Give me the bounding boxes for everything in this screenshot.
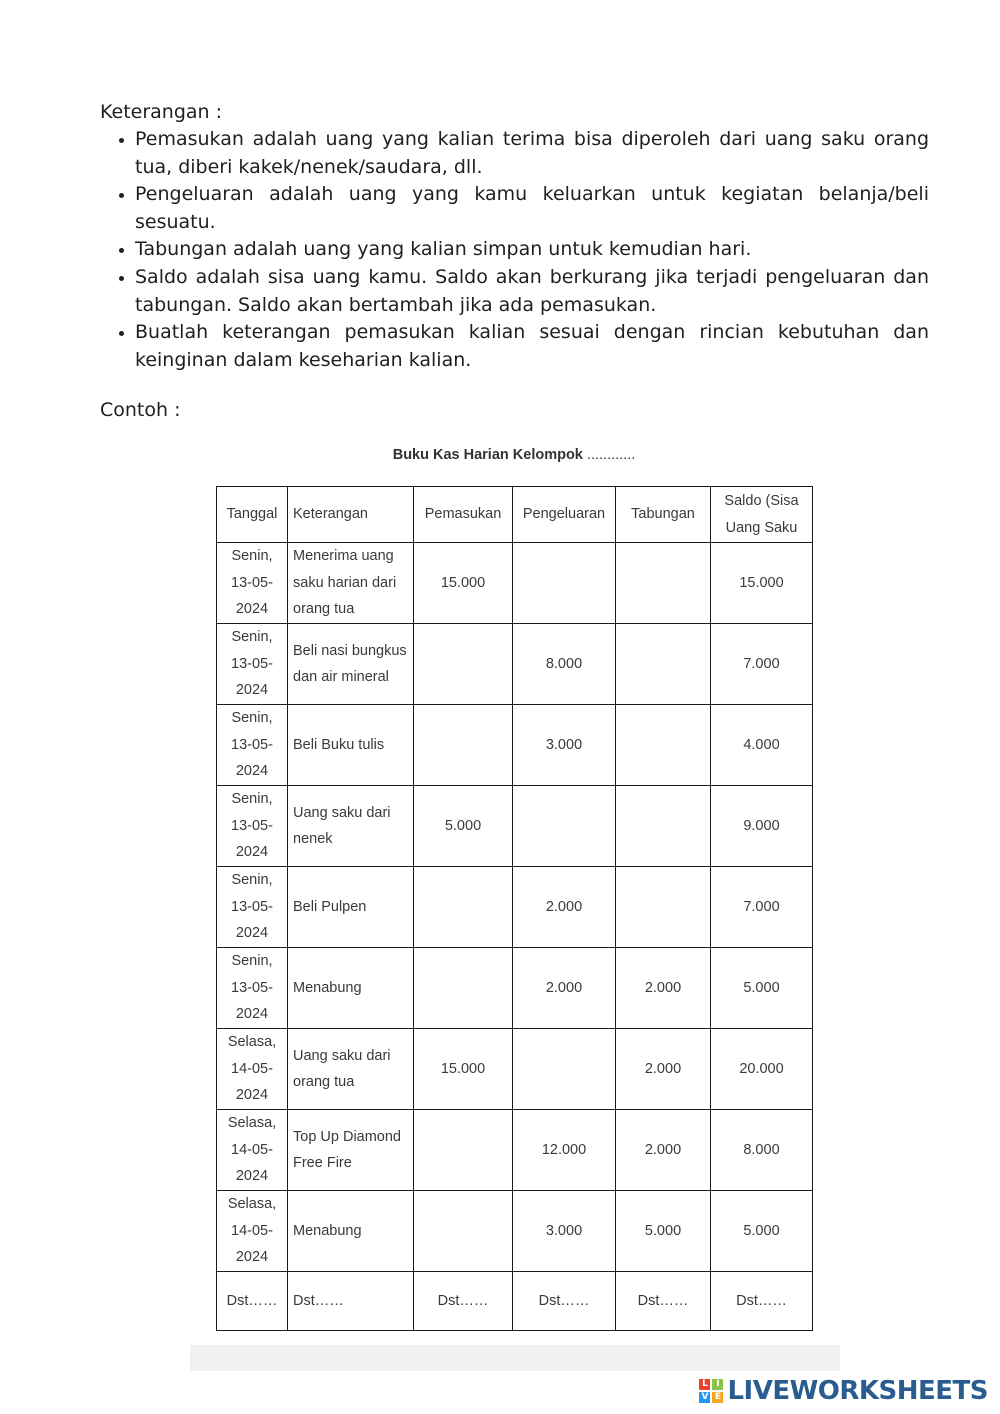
balance-cell: 15.000 xyxy=(711,543,813,624)
ledger-row xyxy=(217,705,813,786)
ledger-row xyxy=(217,948,813,1029)
ledger-title xyxy=(216,447,812,463)
income-cell xyxy=(414,705,513,786)
ledger-row xyxy=(217,1191,813,1272)
date-cell xyxy=(217,1029,288,1110)
example-heading: Contoh : xyxy=(100,399,181,421)
date-part: 13-05- xyxy=(231,574,273,591)
final-cell: Dst…… xyxy=(414,1272,513,1331)
notes-list xyxy=(100,126,929,374)
note-item: • Pengeluaran adalah uang yang kamu keluarkan untuk kegiatan belanja/beli sesuatu. xyxy=(135,181,929,236)
ledger-title-dots: ............ xyxy=(586,447,636,463)
date-cell xyxy=(217,543,288,624)
ledger-row xyxy=(217,1110,813,1191)
savings-cell xyxy=(616,624,711,705)
income-cell xyxy=(414,1191,513,1272)
header-keterangan: Keterangan xyxy=(288,487,414,543)
savings-cell xyxy=(616,705,711,786)
date-part: 14-05- xyxy=(231,1060,273,1077)
balance-cell: 5.000 xyxy=(711,1191,813,1272)
date-part: 2024 xyxy=(235,763,269,780)
date-part: 2024 xyxy=(235,682,269,699)
ledger-row xyxy=(217,867,813,948)
date-part: 13-05- xyxy=(231,736,273,753)
date-part: Selasa, xyxy=(227,1115,277,1132)
date-part: Senin, xyxy=(231,629,273,646)
date-cell xyxy=(217,624,288,705)
date-cell xyxy=(217,705,288,786)
expense-cell xyxy=(513,543,616,624)
income-cell xyxy=(414,867,513,948)
header-saldo: Saldo (Sisa Uang Saku xyxy=(711,487,813,543)
expense-cell xyxy=(513,1029,616,1110)
income-cell: 5.000 xyxy=(414,786,513,867)
liveworksheets-logo-icon xyxy=(699,1379,723,1403)
description-cell: Menabung xyxy=(288,1191,414,1272)
balance-cell: 8.000 xyxy=(711,1110,813,1191)
balance-cell: 20.000 xyxy=(711,1029,813,1110)
description-cell: Beli Pulpen xyxy=(288,867,414,948)
ledger-row xyxy=(217,1029,813,1110)
income-cell: 15.000 xyxy=(414,543,513,624)
ledger-table xyxy=(216,486,813,1331)
balance-cell: 5.000 xyxy=(711,948,813,1029)
date-part: 13-05- xyxy=(231,979,273,996)
date-part: 14-05- xyxy=(231,1222,273,1239)
ledger-final-row xyxy=(217,1272,813,1331)
final-cell: Dst…… xyxy=(711,1272,813,1331)
ledger-row xyxy=(217,786,813,867)
income-cell xyxy=(414,624,513,705)
balance-cell: 4.000 xyxy=(711,705,813,786)
header-tanggal: Tanggal xyxy=(217,487,288,543)
expense-cell: 3.000 xyxy=(513,1191,616,1272)
expense-cell: 12.000 xyxy=(513,1110,616,1191)
income-cell xyxy=(414,948,513,1029)
note-item: • Buatlah keterangan pemasukan kalian sesuai dengan rincian kebutuhan dan keinginan dalam keseharian kalian. xyxy=(135,319,929,374)
final-cell: Dst…… xyxy=(288,1272,414,1331)
final-cell: Dst…… xyxy=(217,1272,288,1331)
savings-cell: 2.000 xyxy=(616,1110,711,1191)
ledger-row xyxy=(217,624,813,705)
ledger-body xyxy=(217,543,813,1331)
expense-cell xyxy=(513,786,616,867)
date-part: 13-05- xyxy=(231,898,273,915)
date-part: Senin, xyxy=(231,791,273,808)
liveworksheets-brand xyxy=(699,1376,988,1406)
ledger-header-row xyxy=(217,487,813,543)
savings-cell: 2.000 xyxy=(616,948,711,1029)
date-part: 2024 xyxy=(235,925,269,942)
description-cell: Uang saku dari orang tua xyxy=(288,1029,414,1110)
savings-cell: 2.000 xyxy=(616,1029,711,1110)
expense-cell: 8.000 xyxy=(513,624,616,705)
date-part: 2024 xyxy=(235,1006,269,1023)
expense-cell: 2.000 xyxy=(513,867,616,948)
date-part: Senin, xyxy=(231,548,273,565)
date-part: Senin, xyxy=(231,953,273,970)
savings-cell: 5.000 xyxy=(616,1191,711,1272)
final-cell: Dst…… xyxy=(513,1272,616,1331)
header-tabungan: Tabungan xyxy=(616,487,711,543)
date-part: 2024 xyxy=(235,601,269,618)
note-item: • Pemasukan adalah uang yang kalian terima bisa diperoleh dari uang saku orang tua, diberi kakek/nenek/saudara, dll. xyxy=(135,126,929,181)
notes-heading: Keterangan : xyxy=(100,101,223,123)
description-cell: Top Up Diamond Free Fire xyxy=(288,1110,414,1191)
description-cell: Menerima uang saku harian dari orang tua xyxy=(288,543,414,624)
date-part: 14-05- xyxy=(231,1141,273,1158)
logo-letter: L xyxy=(699,1379,710,1390)
date-part: Selasa, xyxy=(227,1196,277,1213)
ledger-row xyxy=(217,543,813,624)
expense-cell: 2.000 xyxy=(513,948,616,1029)
date-cell xyxy=(217,1110,288,1191)
header-pemasukan: Pemasukan xyxy=(414,487,513,543)
note-item: • Tabungan adalah uang yang kalian simpan untuk kemudian hari. xyxy=(135,236,929,264)
date-cell xyxy=(217,786,288,867)
logo-letter: V xyxy=(699,1392,710,1403)
ledger-title-text: Buku Kas Harian Kelompok xyxy=(392,447,583,463)
date-part: 2024 xyxy=(235,844,269,861)
date-part: Senin, xyxy=(231,710,273,727)
date-part: Selasa, xyxy=(227,1034,277,1051)
logo-letter: I xyxy=(712,1379,723,1390)
savings-cell xyxy=(616,786,711,867)
date-cell xyxy=(217,1191,288,1272)
footer-shade xyxy=(190,1345,840,1371)
logo-letter: E xyxy=(712,1392,723,1403)
balance-cell: 7.000 xyxy=(711,867,813,948)
savings-cell xyxy=(616,867,711,948)
brand-name: LIVEWORKSHEETS xyxy=(727,1376,988,1406)
balance-cell: 9.000 xyxy=(711,786,813,867)
description-cell: Beli nasi bungkus dan air mineral xyxy=(288,624,414,705)
income-cell xyxy=(414,1110,513,1191)
date-part: 13-05- xyxy=(231,817,273,834)
date-part: 2024 xyxy=(235,1087,269,1104)
date-part: 2024 xyxy=(235,1249,269,1266)
income-cell: 15.000 xyxy=(414,1029,513,1110)
note-item: • Saldo adalah sisa uang kamu. Saldo akan berkurang jika terjadi pengeluaran dan tabungan. Saldo akan bertambah jika ada pemasukan. xyxy=(135,264,929,319)
savings-cell xyxy=(616,543,711,624)
balance-cell: 7.000 xyxy=(711,624,813,705)
expense-cell: 3.000 xyxy=(513,705,616,786)
header-pengeluaran: Pengeluaran xyxy=(513,487,616,543)
date-part: 13-05- xyxy=(231,655,273,672)
final-cell: Dst…… xyxy=(616,1272,711,1331)
date-cell xyxy=(217,867,288,948)
date-part: Senin, xyxy=(231,872,273,889)
date-part: 2024 xyxy=(235,1168,269,1185)
description-cell: Beli Buku tulis xyxy=(288,705,414,786)
date-cell xyxy=(217,948,288,1029)
description-cell: Uang saku dari nenek xyxy=(288,786,414,867)
description-cell: Menabung xyxy=(288,948,414,1029)
